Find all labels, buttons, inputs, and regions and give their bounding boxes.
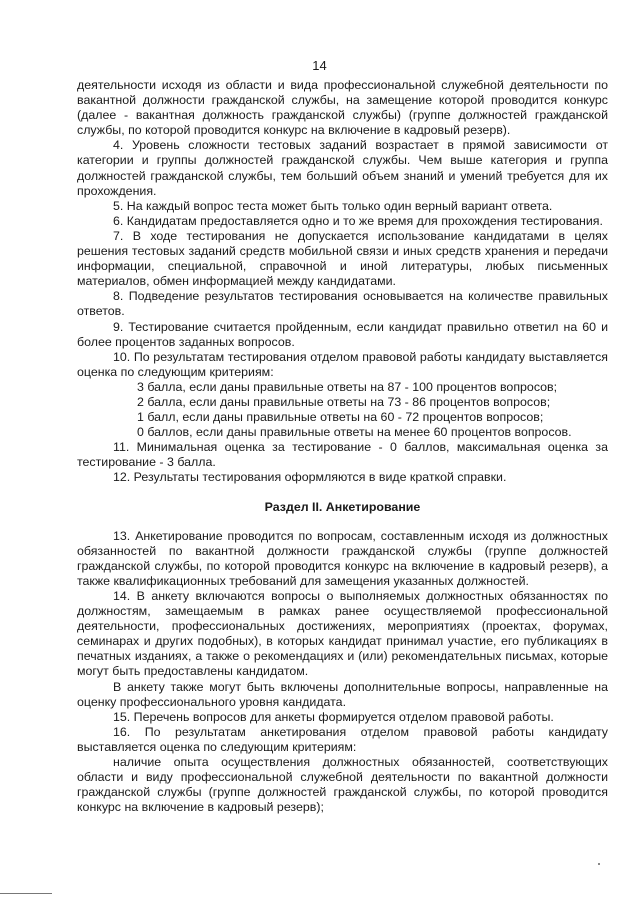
criteria-item: 1 балл, если даны правильные ответы на 60 - 72 процентов вопросов; [137,410,544,425]
section-title: Раздел II. Анкетирование [264,499,421,514]
paragraph: В анкету также могут быть включены дополнительные вопросы, направленные на оценку профессионального уровня кандидата. [77,679,608,709]
paragraph: 6. Кандидатам предоставляется одно и то же время для прохождения тестирования. [113,213,603,228]
paragraph: деятельности исходя из области и вида профессиональной служебной деятельности по вакантной должности гражданской службы, на замещение которой проводится конкурс (далее - вакантная должность гражданской службы) (группе должностей гражданской службы, по которой проводится конкурс на включение в кадровый резерв). [77,78,608,138]
scan-speck [598,863,600,865]
page-number: 14 [312,58,327,73]
paragraph: 15. Перечень вопросов для анкеты формируется отделом правовой работы. [113,709,554,724]
paragraph: 10. По результатам тестирования отделом правовой работы кандидату выставляется оценка по следующим критериям: [77,349,608,379]
paragraph: 13. Анкетирование проводится по вопросам, составленным исходя из должностных обязанностей по вакантной должности гражданской службы (группе должностей гражданской службы, по которой проводится конкурс на включение в кадровый резерв), а также квалификационных требований для замещения указанных должностей. [77,528,608,588]
document-body [77,78,608,815]
criteria-item: 3 балла, если даны правильные ответы на 87 - 100 процентов вопросов; [137,379,558,394]
paragraph: 14. В анкету включаются вопросы о выполняемых должностных обязанностях по должностям, замещаемым в рамках ранее осуществляемой профессиональной деятельности, профессиональных достижениях, мероприятиях (проектах, форумах, семинарах и других подобных), в которых кандидат принимал участие, его публикациях в печатных изданиях, а также о рекомендациях и (или) рекомендательных письмах, которые могут быть предоставлены кандидатом. [77,589,608,679]
scan-edge-line [0,893,52,894]
paragraph: 16. По результатам анкетирования отделом правовой работы кандидату выставляется оценка по следующим критериям: [77,724,608,754]
paragraph: наличие опыта осуществления должностных обязанностей, соответствующих области и виду профессиональной служебной деятельности по вакантной должности гражданской службы (группе должностей гражданской службы, по которой проводится конкурс на включение в кадровый резерв); [77,755,608,815]
paragraph: 9. Тестирование считается пройденным, если кандидат правильно ответил на 60 и более процентов заданных вопросов. [77,319,608,349]
paragraph: 7. В ходе тестирования не допускается использование кандидатами в целях решения тестовых заданий средств мобильной связи и иных средств хранения и передачи информации, специальной, справочной и иной литературы, любых письменных материалов, обмен информацией между кандидатами. [77,228,608,289]
paragraph: 4. Уровень сложности тестовых заданий возрастает в прямой зависимости от категории и группы должностей гражданской службы. Чем выше категория и группа должностей гражданской службы, тем больший объем знаний и умений требуется для их прохождения. [77,138,608,198]
criteria-item: 0 баллов, если даны правильные ответы на менее 60 процентов вопросов. [137,425,572,440]
paragraph: 5. На каждый вопрос теста может быть только один верный вариант ответа. [113,198,553,213]
paragraph: 12. Результаты тестирования оформляются в виде краткой справки. [113,470,507,485]
criteria-item: 2 балла, если даны правильные ответы на 73 - 86 процентов вопросов; [137,394,551,409]
paragraph: 8. Подведение результатов тестирования основывается на количестве правильных ответов. [77,289,608,319]
paragraph: 11. Минимальная оценка за тестирование - 0 баллов, максимальная оценка за тестирование - 3 балла. [77,440,608,470]
